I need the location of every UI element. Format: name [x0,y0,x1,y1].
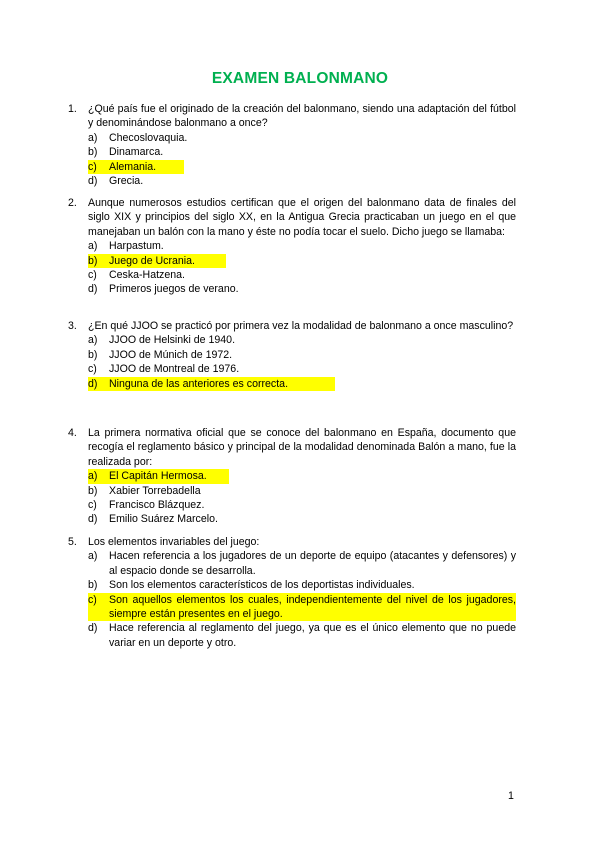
question-2 [68,196,516,297]
option-text: JJOO de Múnich de 1972. [109,348,233,361]
option-letter: d) [88,283,98,296]
page-title: EXAMEN BALONMANO [211,70,389,87]
option-d [88,621,516,650]
option-letter: b) [88,579,98,592]
options-list [88,333,516,391]
option-d [88,174,516,188]
question-1 [68,102,516,188]
option-d [88,512,516,526]
option-text: Harpastum. [109,240,164,253]
option-a [88,131,516,145]
option-letter: d) [88,377,98,390]
question-text: Los elementos invariables del juego: [88,536,260,548]
options-list [88,239,516,297]
option-text: Dinamarca. [109,146,164,159]
option-letter: a) [88,131,98,144]
option-letter: b) [88,254,98,267]
option-text: Grecia. [109,175,144,188]
option-letter: c) [88,363,97,376]
question-3 [68,319,516,391]
question-text: ¿Qué país fue el originado de la creación del balonmano, siendo una adaptación del fútbol y denominándose balonmano a once? [88,103,516,130]
option-a-highlighted [88,469,516,483]
option-b [88,484,516,498]
question-number: 5. [68,536,77,548]
option-letter: a) [88,334,98,347]
option-letter: b) [88,348,98,361]
option-text: Ninguna de las anteriores es correcta. [109,377,289,390]
option-a [88,333,516,347]
option-c [88,268,516,282]
option-letter: d) [88,513,98,526]
option-text: Ceska-Hatzena. [109,269,185,282]
option-d [88,282,516,296]
question-4 [68,426,516,527]
option-letter: d) [88,622,98,635]
option-b [88,578,516,592]
options-list [88,131,516,189]
option-letter: b) [88,484,98,497]
option-text: Francisco Blázquez. [109,499,205,512]
question-text: Aunque numerosos estudios certifican que el origen del balonmano data de finales del siglo XIX y principios del siglo XX, en la Antigua Grecia practicaban un juego en el que manejaban un balón con la mano y éste no podía tocar el suelo. Dicho juego se llamaba: [88,197,516,238]
option-text: Juego de Ucrania. [109,254,195,267]
option-text: Hace referencia al reglamento del juego, ya que es el único elemento que no puede variar en un deporte y otro. [109,622,516,649]
option-text: Hacen referencia a los jugadores de un deporte de equipo (atacantes y defensores) y al espacio donde se desarrolla. [109,550,516,577]
option-a [88,549,516,578]
option-text: Xabier Torrebadella [109,484,201,497]
question-5 [68,535,516,650]
option-b [88,145,516,159]
question-number: 1. [68,103,77,115]
question-number: 4. [68,427,77,439]
option-text: JJOO de Helsinki de 1940. [109,334,236,347]
question-text: ¿En qué JJOO se practicó por primera vez la modalidad de balonmano a once masculino? [88,320,514,332]
option-letter: a) [88,550,98,563]
option-b [88,348,516,362]
question-text: La primera normativa oficial que se conoce del balonmano en España, documento que recogía el reglamento básico y principal de la modalidad denominada Balón a mano, fue la realizada por: [88,427,516,468]
option-c [88,498,516,512]
option-letter: c) [88,499,97,512]
option-c [88,362,516,376]
option-letter: c) [88,593,97,606]
option-letter: a) [88,470,98,483]
option-text: JJOO de Montreal de 1976. [109,363,240,376]
option-text: Checoslovaquia. [109,131,188,144]
option-text: El Capitán Hermosa. [109,470,207,483]
option-c-highlighted [88,593,516,622]
option-d-highlighted [88,377,516,391]
option-text: Son los elementos característicos de los deportistas individuales. [109,579,415,592]
option-text: Primeros juegos de verano. [109,283,239,296]
option-letter: c) [88,160,97,173]
option-text: Alemania. [109,160,157,173]
page-number: 1 [508,790,514,802]
option-a [88,239,516,253]
option-letter: b) [88,146,98,159]
option-c-highlighted [88,160,516,174]
question-number: 2. [68,197,77,209]
option-letter: c) [88,269,97,282]
option-b-highlighted [88,254,516,268]
option-letter: a) [88,240,98,253]
options-list [88,469,516,527]
question-number: 3. [68,320,77,332]
option-text: Son aquellos elementos los cuales, independientemente del nivel de los jugadores, siempre están presentes en el juego. [109,593,516,621]
options-list [88,549,516,650]
option-letter: d) [88,175,98,188]
option-text: Emilio Suárez Marcelo. [109,513,218,526]
